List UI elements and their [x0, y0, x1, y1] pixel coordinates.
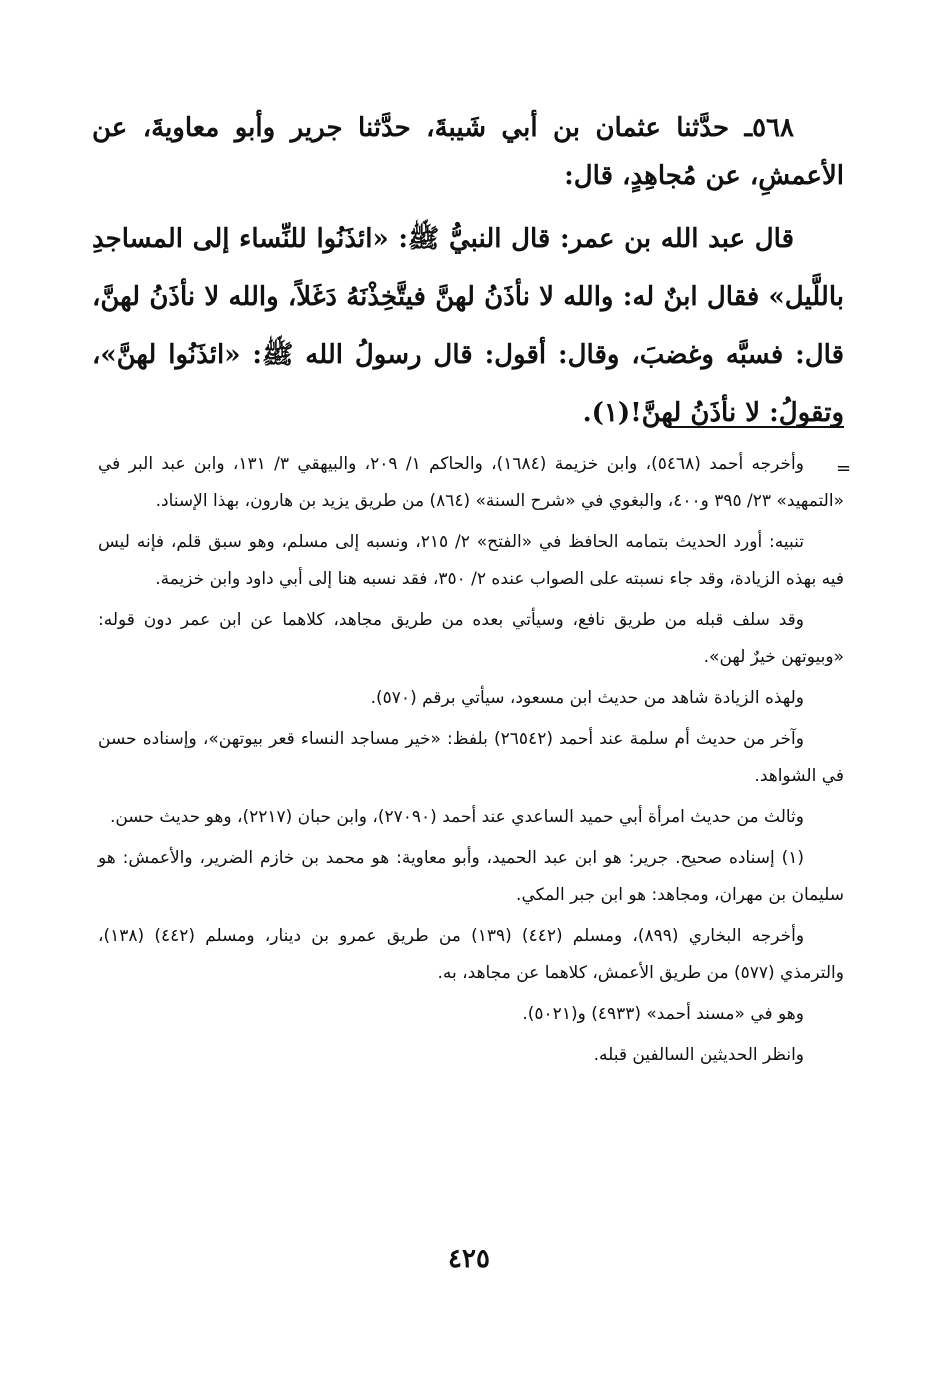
footnotes — [98, 446, 844, 1078]
footnote-text: وانظر الحديثين السالفين قبله. — [593, 1045, 804, 1065]
footnote-text: ولهذه الزيادة شاهد من حديث ابن مسعود، سيأتي برقم (٥٧٠). — [370, 688, 804, 708]
footnote-text: وأخرجه البخاري (٨٩٩)، ومسلم (٤٤٢) (١٣٩) من طريق عمرو بن دينار، ومسلم (٤٤٢) (١٣٨)، والترمذي (٥٧٧) من طريق الأعمش، كلاهما عن مجاهد، به. — [98, 926, 844, 983]
footnote-paragraph — [98, 1037, 844, 1074]
continuation-mark: = — [836, 458, 852, 479]
footnote-paragraph — [98, 799, 844, 836]
hadith-isnad-text: ٥٦٨ـ حدَّثنا عثمان بن أبي شَيبةَ، حدَّثنا جرير وأبو معاويةَ، عن الأعمشِ، عن مُجاهِدٍ، قال: — [92, 113, 844, 191]
footnote-paragraph — [98, 680, 844, 717]
footnote-text: (١) إسناده صحيح. جرير: هو ابن عبد الحميد، وأبو معاوية: هو محمد بن خازم الضرير، والأعمش: هو سليمان بن مهران، ومجاهد: هو ابن جبر المكي. — [98, 848, 844, 905]
hadith-isnad — [92, 104, 844, 200]
footnote-paragraph — [98, 918, 844, 992]
hadith-matn — [92, 210, 844, 442]
footnote-text: وهو في «مسند أحمد» (٤٩٣٣) و(٥٠٢١). — [522, 1004, 804, 1024]
footnote-paragraph — [98, 524, 844, 598]
footnote-text: تنبيه: أورد الحديث بتمامه الحافظ في «الفتح» ٢/ ٢١٥، ونسبه إلى مسلم، وهو سبق قلم، فإنه ليس فيه بهذه الزيادة، وقد جاء نسبته على الصواب عنده ٢/ ٣٥٠، فقد نسبه هنا إلى أبي داود وابن خزيمة. — [98, 532, 844, 589]
footnote-paragraph — [98, 840, 844, 914]
footnote-paragraph — [98, 446, 844, 520]
footnote-paragraph — [98, 996, 844, 1033]
footnote-text: وآخر من حديث أم سلمة عند أحمد (٢٦٥٤٢) بلفظ: «خير مساجد النساء قعر بيوتهن»، وإسناده حسن في الشواهد. — [98, 729, 844, 786]
hadith-matn-text: قال عبد الله بن عمر: قال النبيُّ ﷺ: «ائذَنُوا للنِّساء إلى المساجدِ باللَّيل» فقال ابنٌ له: والله لا نأذَنُ لهنَّ فيتَّخِذْنَهُ دَغَلاً، والله لا نأذَنُ لهنَّ، قال: فسبَّه وغضبَ، وقال: أقول: قال رسولُ الله ﷺ: «ائذَنُوا لهنَّ»، وتقولُ: لا نأذَنُ لهنَّ!(١). — [92, 224, 844, 428]
footnote-paragraph — [98, 602, 844, 676]
hadith-block — [92, 104, 844, 442]
footnote-paragraph — [98, 721, 844, 795]
footnote-separator — [668, 426, 844, 428]
footnote-text: وأخرجه أحمد (٥٤٦٨)، وابن خزيمة (١٦٨٤)، والحاكم ١/ ٢٠٩، والبيهقي ٣/ ١٣١، وابن عبد البر في «التمهيد» ٢٣/ ٣٩٥ و٤٠٠، والبغوي في «شرح السنة» (٨٦٤) من طريق يزيد بن هارون، بهذا الإسناد. — [98, 454, 844, 511]
footnote-text: وثالث من حديث امرأة أبي حميد الساعدي عند أحمد (٢٧٠٩٠)، وابن حبان (٢٢١٧)، وهو حديث حسن. — [109, 807, 804, 827]
page-number: ٤٢٥ — [448, 1244, 490, 1274]
footnote-text: وقد سلف قبله من طريق نافع، وسيأتي بعده من طريق مجاهد، كلاهما عن ابن عمر دون قوله: «وبيوتهن خيرٌ لهن». — [98, 610, 844, 667]
